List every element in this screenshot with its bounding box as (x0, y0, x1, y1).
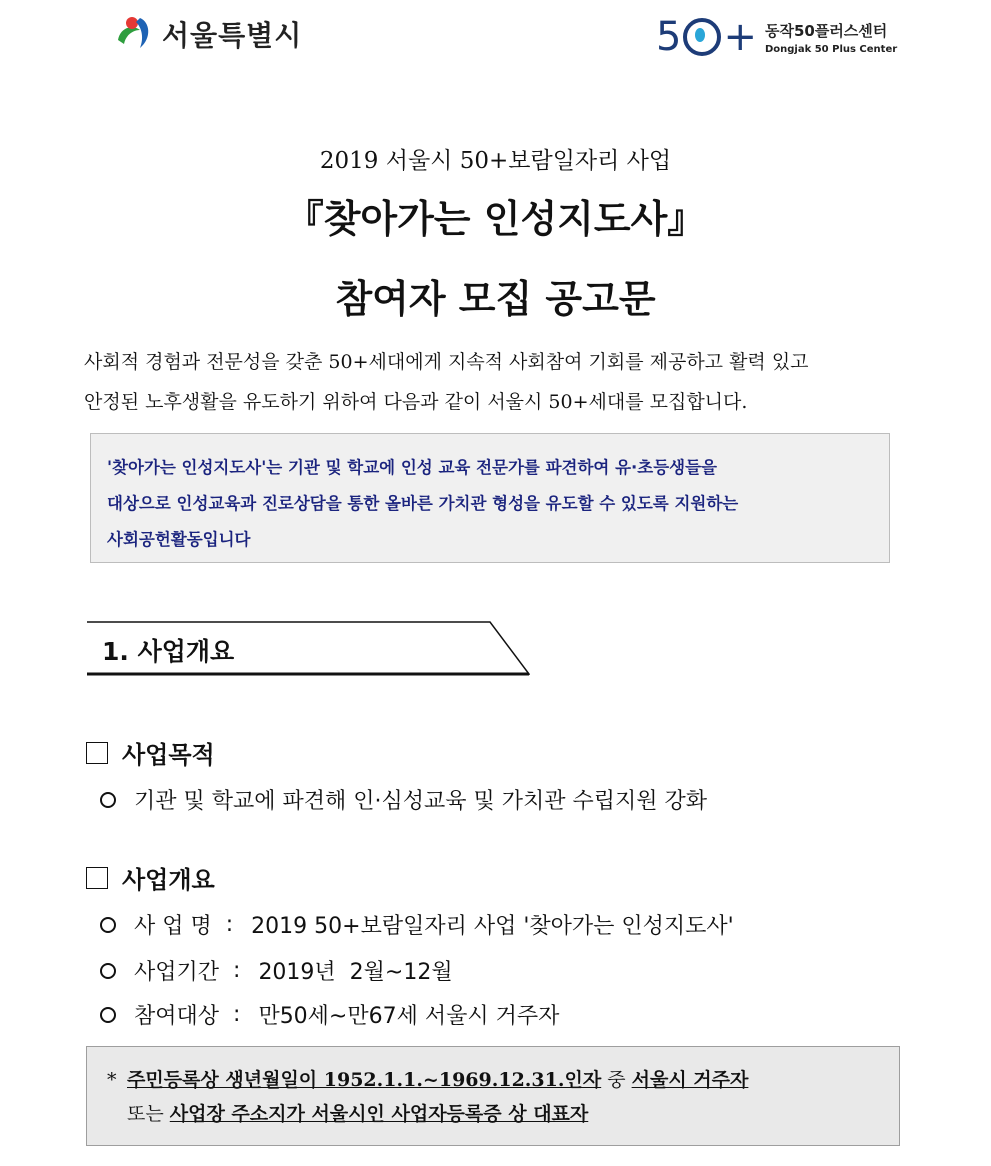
center-name-ko: 동작50플러스센터 (764, 21, 888, 40)
circle-bullet-icon (100, 792, 116, 808)
birthdate-range: 주민등록상 생년월일이 1952.1.1.~1969.12.31.인자 (127, 1069, 602, 1091)
intro-line: 안정된 노후생활을 유도하기 위하여 다음과 같이 서울시 50+세대를 모집합니다. (84, 391, 748, 413)
circle-bullet-icon (100, 917, 116, 933)
overview-item-colon: : (225, 912, 234, 937)
seoul-logo-text: 서울특별시 (162, 19, 303, 52)
purpose-heading (86, 735, 215, 770)
title-line-2: 『찾아가는 인성지도사』 (285, 196, 706, 241)
seoul-resident: 서울시 거주자 (631, 1069, 749, 1091)
overview-item-key: 참여대상 (134, 1004, 220, 1029)
overview-item (100, 999, 559, 1030)
overview-item-value: 만50세~만67세 서울시 거주자 (258, 1004, 560, 1029)
title-line-3: 참여자 모집 공고문 (335, 276, 656, 321)
description-line: 사회공헌활동입니다 (107, 530, 251, 549)
dongjak-50plus-logo (656, 14, 897, 60)
square-bullet-icon (86, 742, 108, 764)
intro-paragraph (84, 342, 914, 422)
seoul-city-logo (110, 10, 302, 58)
section-heading (86, 620, 530, 676)
circle-bullet-icon (100, 1007, 116, 1023)
eligibility-note-line (107, 1097, 899, 1131)
circle-bullet-icon (100, 963, 116, 979)
overview-item-key: 사업기간 (134, 960, 220, 985)
title-line-1: 2019 서울시 50+보람일자리 사업 (319, 148, 672, 174)
eligibility-note-box (86, 1046, 900, 1146)
section-heading-label: 1. 사업개요 (102, 637, 235, 666)
overview-item-key: 사 업 명 (134, 914, 212, 939)
description-line: '찾아가는 인성지도사'는 기관 및 학교에 인성 교육 전문가를 파견하여 유·초등생들을 (107, 458, 717, 477)
purpose-item-text: 기관 및 학교에 파견해 인·심성교육 및 가치관 수립지원 강화 (134, 789, 707, 814)
program-description-box (90, 433, 890, 563)
overview-item-value: 2019년 2월~12월 (258, 960, 453, 985)
description-line: 대상으로 인성교육과 진로상담을 통한 올바른 가치관 형성을 유도할 수 있도록 지원하는 (107, 494, 739, 513)
conjunction: 또는 (127, 1103, 170, 1125)
ring-icon (683, 18, 721, 56)
overview-item (100, 955, 453, 986)
purpose-title: 사업목적 (122, 741, 215, 769)
overview-item (100, 909, 734, 940)
asterisk: * (107, 1069, 117, 1091)
overview-heading (86, 860, 215, 895)
square-bullet-icon (86, 867, 108, 889)
overview-item-colon: : (233, 958, 241, 983)
conjunction: 중 (601, 1069, 632, 1091)
business-owner-condition: 사업장 주소지가 서울시인 사업자등록증 상 대표자 (169, 1103, 589, 1125)
center-name-en: Dongjak 50 Plus Center (764, 43, 898, 55)
overview-title: 사업개요 (122, 866, 215, 894)
intro-line: 사회적 경험과 전문성을 갖춘 50+세대에게 지속적 사회참여 기회를 제공하고 활력 있고 (84, 351, 809, 373)
overview-item-value: 2019 50+보람일자리 사업 '찾아가는 인성지도사' (251, 914, 734, 939)
seoul-emblem-icon (110, 10, 158, 58)
overview-item-colon: : (233, 1002, 241, 1027)
eligibility-note-line (107, 1063, 899, 1097)
fifty-plus-mark: 5 + (656, 14, 757, 60)
purpose-item (100, 784, 707, 815)
